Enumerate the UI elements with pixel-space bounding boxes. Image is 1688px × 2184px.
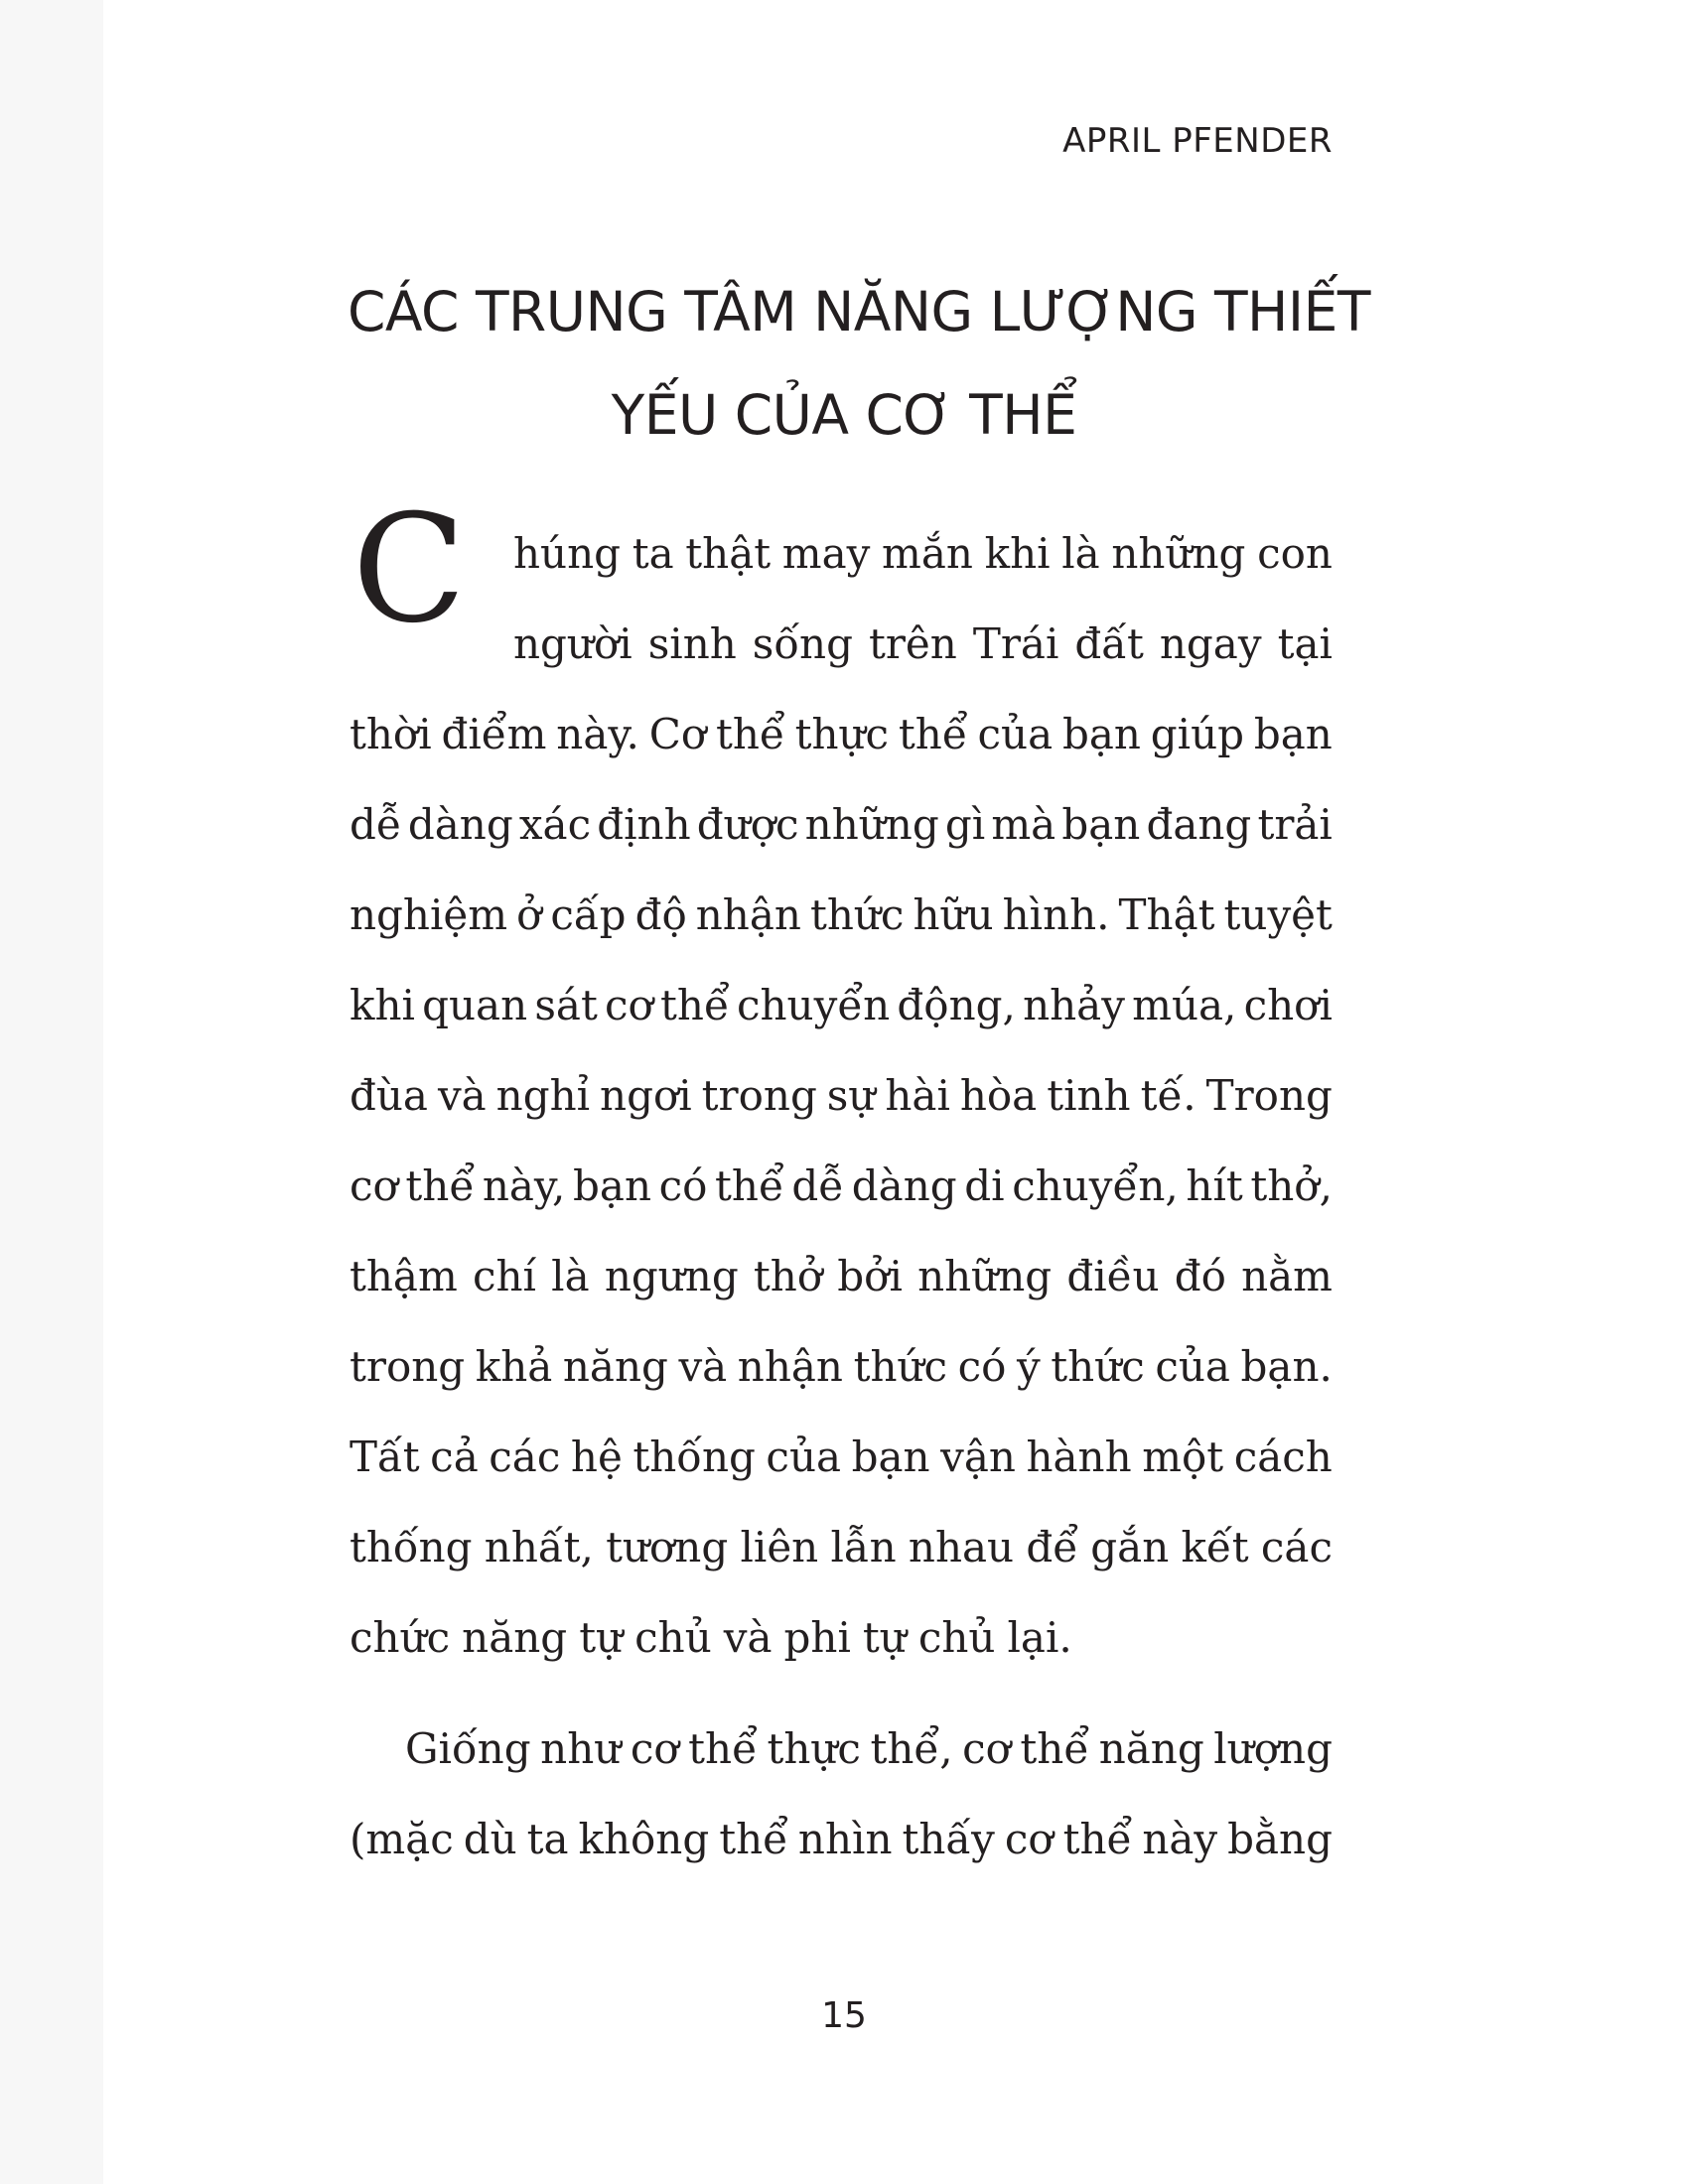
word: tương [606,1523,729,1571]
text-line [350,1704,1333,1794]
word: và [723,1613,773,1662]
word: hòa [959,1071,1038,1120]
word: chủ [917,1613,996,1662]
text-line [350,870,1333,960]
word: bạn [573,1161,651,1210]
word: chơi [1243,981,1333,1029]
word: hình. [1002,890,1110,939]
word: cấp [550,890,627,939]
word: gì [944,800,986,849]
word: các [489,1433,561,1481]
word: bạn [1253,710,1333,758]
word: thể [1062,1815,1133,1863]
word: con [1257,529,1333,578]
word: giúp [1150,710,1245,758]
word: những [804,800,939,849]
word: đó [1174,1252,1226,1300]
word: vận [940,1433,1016,1481]
word: tuyệt [1223,890,1333,939]
word: thể [715,710,785,758]
word: bởi [837,1252,903,1300]
text-line [350,1321,1333,1412]
word: cơ [630,1724,679,1773]
word: thực [767,1724,861,1773]
word: được [696,800,799,849]
word: của [766,1433,842,1481]
text-line [350,1502,1333,1592]
word: xác [518,800,592,849]
word: ý [1017,1342,1041,1391]
word: Thật [1118,890,1215,939]
word: mắn [882,529,973,578]
word: tự [862,1613,907,1662]
word: trên [868,619,957,668]
word: dàng [407,800,513,849]
word: thức [853,1342,948,1391]
word: thực [794,710,890,758]
word: ngay [1159,619,1262,668]
word: bạn [851,1433,930,1481]
word: dàng [851,1161,957,1210]
word: chí [472,1252,536,1300]
word: lượng [1213,1724,1333,1773]
word: bạn. [1240,1342,1333,1391]
word: này, [482,1161,566,1210]
word: hữu [913,890,994,939]
text-line [350,689,1333,779]
word: Giống [405,1724,531,1773]
word: một [1142,1433,1224,1481]
text-line [350,508,1333,599]
word: cơ [1004,1815,1054,1863]
word: không [578,1815,710,1863]
word: thấy [902,1815,995,1863]
word: thể [660,981,730,1029]
word: Trái [972,619,1059,668]
word: thời [350,710,432,758]
word: sát [534,981,598,1029]
word: Tất [350,1433,420,1481]
word: thống [350,1523,473,1571]
word: Cơ [648,710,707,758]
text-line [350,1412,1333,1502]
running-header: APRIL PFENDER [1062,121,1333,161]
word: và [678,1342,728,1391]
word: bạn [1061,710,1141,758]
paragraph-2 [350,1704,1333,1884]
word: nhau [908,1523,1015,1571]
word: hành [1026,1433,1132,1481]
word: khi [350,981,415,1029]
word: ngơi [600,1071,692,1120]
word: phi [783,1613,851,1662]
word: liên [740,1523,819,1571]
word: thở [753,1252,823,1300]
word: khả [475,1342,553,1391]
word: này. [556,710,639,758]
word: hít [1186,1161,1243,1210]
word: nhận [737,1342,843,1391]
word: nhảy [1023,981,1125,1029]
word: sống [752,619,853,668]
word: đất [1074,619,1144,668]
word: ở [516,890,542,939]
paragraph-1 [350,508,1333,1683]
word: định [597,800,691,849]
word: năng [562,1342,668,1391]
word: lẫn [830,1523,897,1571]
word: năng [462,1613,568,1662]
word: thật [685,529,772,578]
word: trong [701,1071,817,1120]
text-line [350,1141,1333,1231]
word: thậm [350,1252,458,1300]
word: chức [350,1613,451,1662]
text-line [350,1794,1333,1884]
text-line [350,599,1333,689]
word: cách [1233,1433,1333,1481]
text-line [350,960,1333,1050]
word: thể [688,1724,758,1773]
word: cơ [350,1161,398,1210]
word: thở, [1250,1161,1333,1210]
word: thể [719,1815,788,1863]
word: chủ [634,1613,712,1662]
text-line [350,1050,1333,1141]
word: sự [826,1071,876,1120]
word: thể [1020,1724,1090,1773]
word: những [917,1252,1053,1300]
word: dù [463,1815,517,1863]
word: sinh [647,619,737,668]
word: là [1061,529,1100,578]
word: thể [715,1161,784,1210]
page-edge-shadow [0,0,103,2184]
word: ngưng [604,1252,739,1300]
word: hệ [570,1433,623,1481]
word: tế. [1140,1071,1196,1120]
word: chuyển [736,981,891,1029]
word: cơ [605,981,653,1029]
word: múa, [1132,981,1237,1029]
chapter-title-line-1: CÁC TRUNG TÂM NĂNG LƯỢNG THIẾT [348,280,1370,343]
word: trong [350,1342,466,1391]
word: chuyển, [1012,1161,1179,1210]
word: trải [1257,800,1333,849]
word: độ [634,890,687,939]
word: tinh [1047,1071,1131,1120]
word: (mặc [350,1815,454,1863]
word: những [1111,529,1246,578]
word: của [977,710,1054,758]
word: người [513,619,633,668]
word: điểm [441,710,547,758]
word: tại [1277,619,1333,668]
word: cả [430,1433,479,1481]
word: dễ [350,800,402,849]
word: điều [1066,1252,1160,1300]
word: thể [898,710,968,758]
drop-cap-letter: C [352,501,467,656]
word: của [1155,1342,1230,1391]
word: gắn [1090,1523,1170,1571]
word: quan [422,981,528,1029]
word: ta [632,529,674,578]
word: khi [984,529,1051,578]
word: đùa [350,1071,428,1120]
word: hài [885,1071,950,1120]
word: thức [809,890,905,939]
word: đang [1146,800,1252,849]
word: có [957,1342,1007,1391]
word: dễ [791,1161,845,1210]
word: là [551,1252,590,1300]
word: nhận [695,890,801,939]
word: mà [991,800,1056,849]
text-line [350,779,1333,870]
chapter-title-line-2: YẾU CỦA CƠ THỂ [611,383,1077,447]
word: để [1026,1523,1079,1571]
word: bạn [1061,800,1141,849]
word: cơ [962,1724,1011,1773]
word: có [658,1161,708,1210]
word: nghỉ [495,1071,591,1120]
chapter-title [348,260,1370,467]
word: thể, [870,1724,953,1773]
text-line [350,1592,1333,1683]
word: nhìn [797,1815,893,1863]
word: thức [1051,1342,1145,1391]
word: động, [897,981,1016,1029]
word: nằm [1241,1252,1333,1300]
word: như [540,1724,622,1773]
word: thể [405,1161,476,1210]
word: di [964,1161,1005,1210]
word: nhất, [484,1523,594,1571]
word: may [781,529,871,578]
word: thống [633,1433,756,1481]
word: nghiệm [350,890,508,939]
word: húng [513,529,622,578]
word: ta [526,1815,569,1863]
word: lại. [1007,1613,1072,1662]
word: kết [1181,1523,1249,1571]
word: các [1260,1523,1333,1571]
page-number: 15 [821,1995,867,2036]
word: Trong [1205,1071,1333,1120]
word: bằng [1227,1815,1333,1863]
word: và [437,1071,487,1120]
word: năng [1098,1724,1204,1773]
text-line [350,1231,1333,1321]
word: này [1142,1815,1218,1863]
word: tự [579,1613,624,1662]
